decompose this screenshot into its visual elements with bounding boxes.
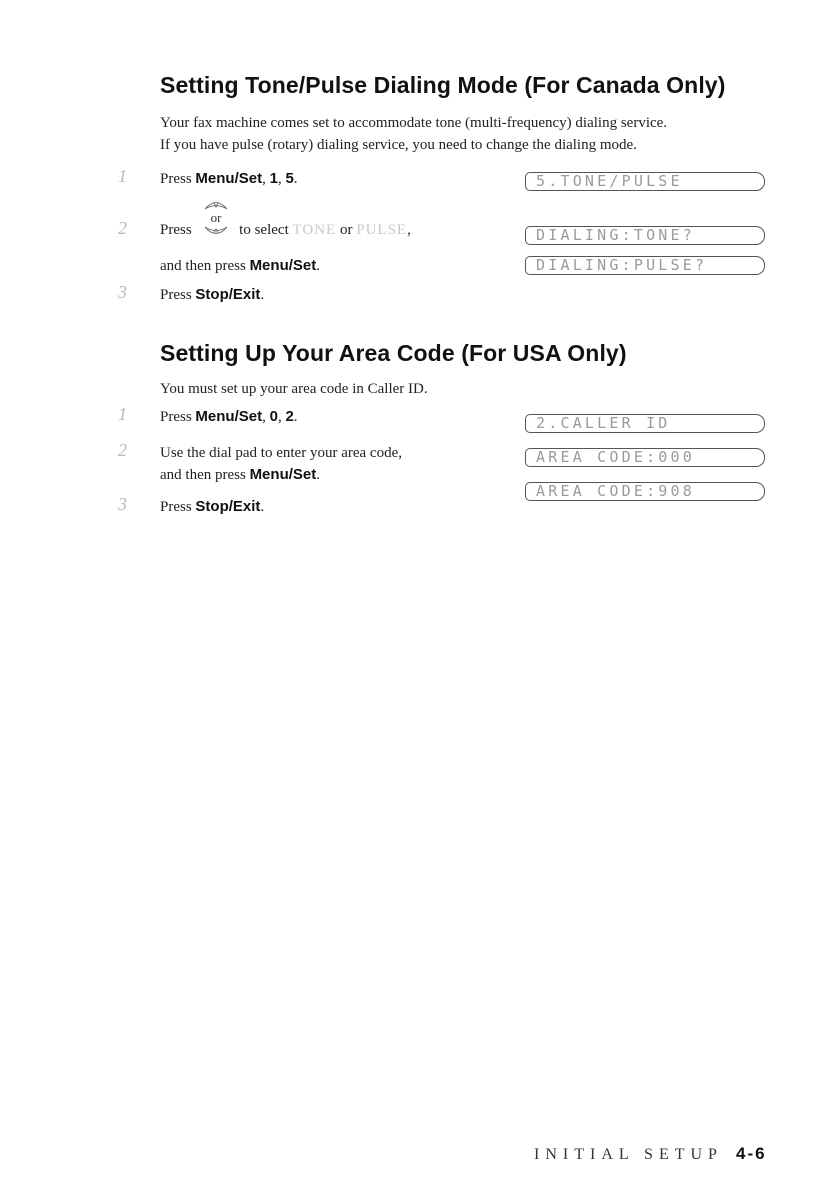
intro-text-line: Your fax machine comes set to accommodate tone (multi-frequency) dialing service. <box>160 115 668 131</box>
step-number: 2 <box>118 440 127 460</box>
section-heading-area-code: Setting Up Your Area Code (For USA Only) <box>160 340 627 366</box>
step-text: and then press Menu/Set. <box>160 466 320 483</box>
step-number: 3 <box>118 282 127 302</box>
or-label: or <box>210 210 222 225</box>
step-number: 2 <box>118 218 127 238</box>
menu-set-key: Menu/Set <box>249 257 317 274</box>
footer-section-label: INITIAL SETUP <box>534 1146 723 1163</box>
step-text: Press Stop/Exit. <box>160 286 265 303</box>
option-pulse: PULSE <box>356 222 408 238</box>
lcd-display: AREA CODE:000 <box>525 448 765 467</box>
step-number: 3 <box>118 494 127 514</box>
stop-exit-key: Stop/Exit <box>195 286 261 303</box>
intro-text-line: If you have pulse (rotary) dialing service, you need to change the dialing mode. <box>160 137 637 153</box>
step-number: 1 <box>118 166 127 186</box>
step-text: and then press Menu/Set. <box>160 257 320 274</box>
lcd-display: AREA CODE:908 <box>525 482 765 501</box>
menu-set-key: Menu/Set <box>195 170 263 187</box>
step-text: Press Menu/Set, 1, 5. <box>160 170 298 187</box>
step-text: Use the dial pad to enter your area code, <box>160 445 402 461</box>
step-text: Press to select TONE or PULSE, <box>160 222 411 238</box>
lcd-display: DIALING:TONE? <box>525 226 765 245</box>
section-heading-tone-pulse: Setting Tone/Pulse Dialing Mode (For Canada Only) <box>160 72 726 98</box>
step-text: Press Menu/Set, 0, 2. <box>160 408 298 425</box>
menu-set-key: Menu/Set <box>195 408 263 425</box>
lcd-display: DIALING:PULSE? <box>525 256 765 275</box>
page-number: 4-6 <box>736 1144 767 1163</box>
intro-text-line: You must set up your area code in Caller ID. <box>160 381 428 397</box>
option-tone: TONE <box>292 222 337 238</box>
stop-exit-key: Stop/Exit <box>195 498 261 515</box>
step-text: Press Stop/Exit. <box>160 498 265 515</box>
lcd-display: 2.CALLER ID <box>525 414 765 433</box>
menu-set-key: Menu/Set <box>249 466 317 483</box>
lcd-display: 5.TONE/PULSE <box>525 172 765 191</box>
step-number: 1 <box>118 404 127 424</box>
